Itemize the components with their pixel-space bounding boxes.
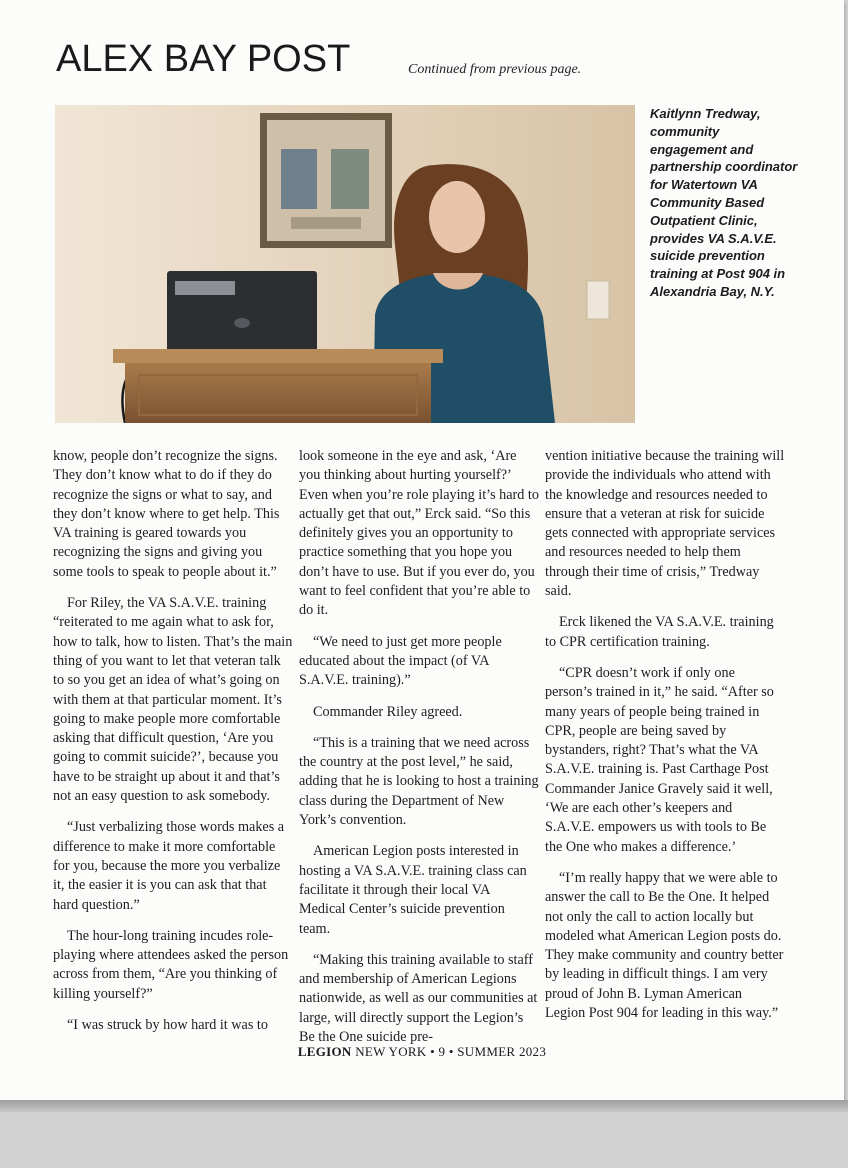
paragraph: “Just verbalizing those words makes a difference to make it more comfortable for you, because the more you verbalize it, the easier it is you can ask that that hard question.”	[53, 819, 285, 913]
paragraph: The hour-long training incudes role-playing where attendees asked the person across from them, “Are you thinking of killing yourself?”	[53, 927, 289, 1002]
paragraph: vention initiative because the training will provide the individuals who attend with the knowledge and resources needed to ensure that a veteran at risk for suicide gets connected with appropriate services and resources needed to help them through their time of crisis,” Tredway said.	[545, 448, 785, 600]
photo-illustration	[55, 105, 635, 423]
paragraph: “This is a training that we need across the country at the post level,” he said, adding that he is looking to host a training class during the Department of New York’s convention.	[299, 734, 539, 829]
paragraph: Commander Riley agreed.	[313, 703, 463, 720]
paragraph: “I’m really happy that we were able to answer the call to Be the One. It helped not only the call to action locally but modeled what American Legion posts do. They make community and country better by leading in difficult things. I am very proud of John B. Lyman American Legion Post 904 for leading in this way.”	[545, 869, 784, 1022]
article-column-2	[299, 447, 539, 1059]
footer-brand: LEGION	[297, 1044, 352, 1059]
paragraph: American Legion posts interested in hosting a VA S.A.V.E. training class can facilitate it through their local VA Medical Center’s suicide prevention team.	[299, 843, 527, 937]
article-column-1	[53, 447, 293, 1047]
photo-caption: Kaitlynn Tredway, community engagement and partnership coordinator for Watertown VA Community Based Outpatient Clinic, provides VA S.A.V.E. suicide prevention training at Post 904 in Alexandria Bay, N.Y.	[650, 106, 798, 299]
article-column-3	[545, 447, 785, 1035]
paragraph: look someone in the eye and ask, ‘Are you thinking about hurting yourself?’ Even when you’re role playing it’s hard to actually get that out,” Erck said. “So this definitely gives you an opportunity to practice something that you hope you don’t have to use. But if you ever do, you want to feel confident that you’re able to do it.	[299, 448, 539, 619]
paragraph: Erck likened the VA S.A.V.E. training to CPR certification training.	[545, 614, 774, 650]
continued-note: Continued from previous page.	[408, 62, 582, 77]
page-edge	[0, 1100, 848, 1112]
page-footer	[0, 1044, 844, 1060]
training-photo	[55, 105, 635, 423]
footer-issue: NEW YORK • 9 • SUMMER 2023	[351, 1044, 547, 1059]
paragraph: know, people don’t recognize the signs. They don’t know what to do if they do recognize the signs or what to say, and they don’t know where to get help. This VA training is geared towards you recognizing the signs and giving you some tools to speak to people about it.”	[53, 448, 280, 580]
paragraph: “I was struck by how hard it was to	[67, 1017, 268, 1034]
section-title: ALEX BAY POST	[56, 38, 351, 80]
paragraph: For Riley, the VA S.A.V.E. training “reiterated to me again what to ask for, how to talk, how to listen. That’s the main thing of you want to let that veteran talk to so you get an idea of what’s going on with them at that particular moment. It’s going to make people more comfortable asking that difficult question, ‘Are you going to commit suicide?’, because you have to be straight up about it and that’s not an easy question to ask somebody.	[53, 595, 293, 805]
paragraph: “We need to just get more people educated about the impact (of VA S.A.V.E. training).”	[299, 633, 502, 689]
paragraph: “Making this training available to staff and membership of American Legions nationwide, as well as our communities at large, will directly support the Legion’s Be the One suicide pre-	[299, 951, 538, 1046]
paragraph: “CPR doesn’t work if only one person’s trained in it,” he said. “After so many years of people being trained in CPR, people are being saved by bystanders, right? That’s what the VA S.A.V.E. training is. Past Carthage Post Commander Janice Gravely said it well, ‘We are each other’s keepers and S.A.V.E. empowers us with tools to Be the One who makes a difference.’	[545, 664, 774, 855]
